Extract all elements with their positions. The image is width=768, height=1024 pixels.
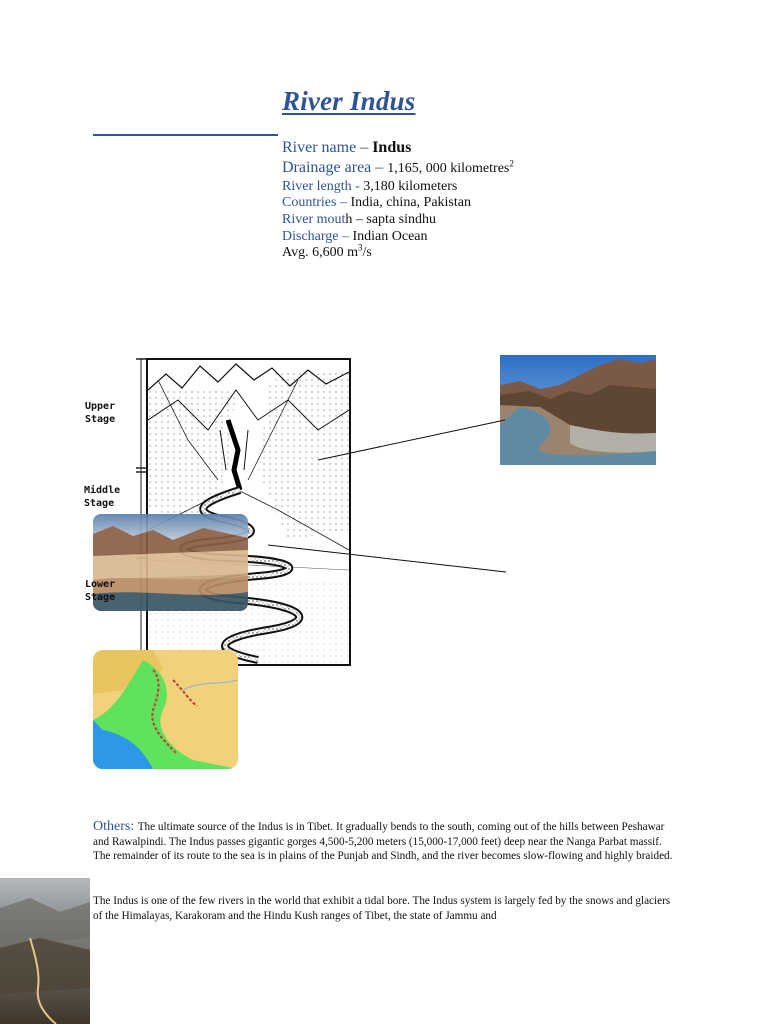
info-countries	[282, 194, 471, 211]
discharge-value: Indian Ocean	[352, 229, 428, 244]
info-discharge	[282, 228, 428, 245]
upper-stage-label: Upper Stage	[85, 401, 116, 425]
countries-value: India, china, Pakistan	[350, 195, 471, 210]
countries-label: Countries –	[282, 195, 351, 210]
river-name-value: Indus	[372, 139, 412, 156]
info-drainage-area	[282, 159, 514, 177]
mouth-label: River mout	[282, 212, 346, 227]
aerial-river-photo	[0, 878, 90, 1024]
lower-stage-label: Lower Stage	[85, 579, 116, 603]
others-text: The ultimate source of the Indus is in Tibet. It gradually bends to the south, coming out of the hills between Peshawar and Rawalpindi. The Indus passes gigantic gorges 4,500-5,200 meters (15,000-17,000 feet) deep near the Nanga Parbat massif. The remainder of its route to the sea is in plains of the Punjab and Sindh, and the river becomes slow-flowing and highly braided.	[93, 821, 673, 862]
info-average-discharge: Avg. 6,600 $m^3/s$	[282, 242, 372, 260]
page-title: River Indus	[282, 86, 416, 116]
middle-stage-label: Middle Stage	[84, 485, 121, 509]
info-river-mouth	[282, 211, 436, 228]
indus-basin-map	[93, 650, 238, 769]
river-stages-diagram	[146, 358, 351, 666]
discharge-label: Discharge –	[282, 229, 353, 244]
title-rule	[93, 134, 278, 136]
drainage-label: Drainage area –	[282, 159, 388, 176]
length-value: 3,180 kilometers	[363, 179, 458, 194]
others-paragraph	[93, 820, 673, 864]
mountain-river-photo	[500, 355, 656, 465]
length-label: River length -	[282, 179, 364, 194]
others-lead: Others:	[93, 819, 138, 834]
desert-river-photo	[93, 514, 248, 611]
info-river-length	[282, 178, 457, 195]
tidal-bore-paragraph: The Indus is one of the few rivers in the world that exhibit a tidal bore. The Indus system is largely fed by the snows and glaciers of the Himalayas, Karakoram and the Hindu Kush ranges of Tibet, the state of Jammu and	[93, 895, 671, 922]
mouth-value: h – sapta sindhu	[345, 212, 436, 227]
river-name-label: River name –	[282, 139, 373, 156]
info-river-name	[282, 139, 411, 156]
drainage-value: 1,165, 000 kilometres$^2$	[387, 158, 514, 176]
